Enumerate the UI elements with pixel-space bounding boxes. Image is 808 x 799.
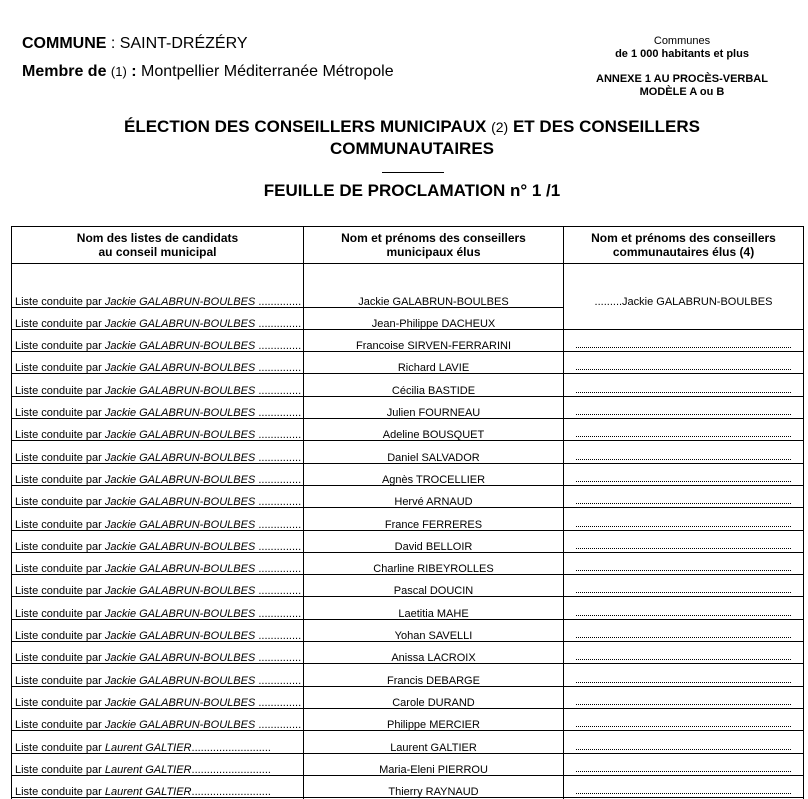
communautaire-cell [564,353,804,375]
communautaire-cell [564,777,804,799]
municipal-cell [304,286,564,308]
list-cell [12,331,304,353]
table-row [12,665,804,687]
list-prefix: Liste conduite par [15,608,105,620]
municipal-name: Daniel SALVADOR [304,452,563,464]
list-cell [12,755,304,777]
communes-label: Communes [582,35,782,48]
municipal-cell [304,532,564,554]
list-cell [12,554,304,576]
table-row [12,554,804,576]
table-row [12,598,804,620]
list-cell [12,353,304,375]
municipal-cell [304,442,564,464]
list-prefix: Liste conduite par [15,585,105,597]
list-cell [12,576,304,598]
list-prefix: Liste conduite par [15,563,105,575]
proclamation-table [11,226,804,799]
municipal-name: Pascal DOUCIN [304,585,563,597]
dotted-fill [576,637,791,638]
dotted-fill [576,526,791,527]
list-prefix: Liste conduite par [15,407,105,419]
header-left [22,35,394,81]
table-row [12,509,804,531]
list-leader: Laurent GALTIER [105,764,192,776]
municipal-name: Philippe MERCIER [304,719,563,731]
list-leader: Jackie GALABRUN-BOULBES [105,385,255,397]
annexe-label: ANNEXE 1 AU PROCÈS-VERBAL [582,73,782,86]
list-leader: Jackie GALABRUN-BOULBES [105,630,255,642]
list-leader: Jackie GALABRUN-BOULBES [105,296,255,308]
dotted-fill [576,369,791,370]
dotted-fill [576,749,791,750]
list-cell [12,621,304,643]
communautaire-cell [564,576,804,598]
dotted-fill [576,347,791,348]
communautaire-cell [564,755,804,777]
list-cell [12,398,304,420]
col3-header-line2: communautaires élus (4) [570,245,797,259]
list-cell [12,286,304,308]
modele-label: MODÈLE A ou B [582,86,782,99]
dotted-fill [576,570,791,571]
col1-header-line2: au conseil municipal [18,245,297,259]
list-leader: Jackie GALABRUN-BOULBES [105,719,255,731]
communautaire-cell [564,487,804,509]
table-row [12,465,804,487]
list-cell [12,375,304,397]
municipal-cell [304,710,564,732]
dotted-fill [576,459,791,460]
list-cell [12,487,304,509]
table-row [12,532,804,554]
communautaire-cell [564,532,804,554]
dotted-fill [576,392,791,393]
municipal-cell [304,465,564,487]
municipal-name: Francis DEBARGE [304,675,563,687]
dotted-fill [576,659,791,660]
municipal-name: Laetitia MAHE [304,608,563,620]
list-dots: .............. [255,340,301,352]
municipal-name: Carole DURAND [304,697,563,709]
table-row [12,286,804,308]
municipal-name: Jean-Philippe DACHEUX [304,318,563,330]
list-dots: .............. [255,652,301,664]
list-dots: .............. [255,296,301,308]
list-prefix: Liste conduite par [15,786,105,798]
table-row [12,398,804,420]
municipal-cell [304,375,564,397]
communautaire-cell [564,465,804,487]
list-dots: .............. [255,474,301,486]
commune-label: COMMUNE [22,35,106,52]
list-prefix: Liste conduite par [15,764,105,776]
list-cell [12,710,304,732]
table-row [12,688,804,710]
list-leader: Jackie GALABRUN-BOULBES [105,474,255,486]
list-prefix: Liste conduite par [15,630,105,642]
list-leader: Jackie GALABRUN-BOULBES [105,429,255,441]
municipal-cell [304,309,564,331]
municipal-name: Julien FOURNEAU [304,407,563,419]
communautaire-cell [564,621,804,643]
municipal-name: Thierry RAYNAUD [304,786,563,798]
table-row [12,375,804,397]
title-part2: ET DES CONSEILLERS COMMUNAUTAIRES [330,117,700,158]
municipal-cell [304,420,564,442]
list-prefix: Liste conduite par [15,429,105,441]
communautaire-cell [564,598,804,620]
table-row [12,777,804,799]
communautaire-cell [564,398,804,420]
dotted-fill [576,615,791,616]
municipal-cell [304,665,564,687]
municipal-cell [304,643,564,665]
table-row [12,710,804,732]
list-dots: .............. [255,452,301,464]
col3-header-line1: Nom et prénoms des conseillers [570,231,797,245]
list-leader: Laurent GALTIER [105,786,192,798]
list-prefix: Liste conduite par [15,296,105,308]
list-cell [12,532,304,554]
list-leader: Jackie GALABRUN-BOULBES [105,362,255,374]
list-cell [12,643,304,665]
list-cell [12,688,304,710]
dotted-fill [576,481,791,482]
dotted-fill [576,548,791,549]
list-leader: Jackie GALABRUN-BOULBES [105,519,255,531]
list-dots: .............. [255,719,301,731]
commune-sep: : [106,35,119,52]
list-cell [12,442,304,464]
dotted-fill [576,682,791,683]
list-prefix: Liste conduite par [15,652,105,664]
col1-header-line1: Nom des listes de candidats [18,231,297,245]
municipal-name: Francoise SIRVEN-FERRARINI [304,340,563,352]
municipal-cell [304,755,564,777]
list-prefix: Liste conduite par [15,318,105,330]
list-leader: Jackie GALABRUN-BOULBES [105,541,255,553]
list-prefix: Liste conduite par [15,697,105,709]
list-dots: .............. [255,630,301,642]
table-row [12,732,804,754]
list-prefix: Liste conduite par [15,362,105,374]
municipal-cell [304,509,564,531]
list-cell [12,309,304,331]
list-dots: .............. [255,563,301,575]
list-cell [12,777,304,799]
list-dots: .......................... [192,742,271,754]
list-leader: Jackie GALABRUN-BOULBES [105,675,255,687]
municipal-name: Yohan SAVELLI [304,630,563,642]
municipal-cell [304,331,564,353]
list-leader: Laurent GALTIER [105,742,192,754]
list-cell [12,420,304,442]
list-dots: .............. [255,362,301,374]
list-leader: Jackie GALABRUN-BOULBES [105,585,255,597]
table-row [12,621,804,643]
title-divider [382,172,444,173]
table-row [12,331,804,353]
list-cell [12,732,304,754]
list-dots: .............. [255,675,301,687]
list-dots: .............. [255,318,301,330]
municipal-cell [304,621,564,643]
header-right [582,35,782,99]
list-cell [12,509,304,531]
membre-value: Montpellier Méditerranée Métropole [141,63,394,80]
habitants-label: de 1 000 habitants et plus [582,48,782,61]
col-header-communautaire [564,227,804,264]
communautaire-cell [564,732,804,754]
table-row [12,755,804,777]
list-prefix: Liste conduite par [15,385,105,397]
communautaire-cell [564,442,804,464]
list-prefix: Liste conduite par [15,340,105,352]
title-note: (2) [491,119,508,135]
communautaire-cell [564,554,804,576]
table-row [12,309,804,331]
communautaire-cell [564,688,804,710]
list-prefix: Liste conduite par [15,675,105,687]
list-prefix: Liste conduite par [15,742,105,754]
municipal-cell [304,598,564,620]
communautaire-cell [564,665,804,687]
page-subtitle: FEUILLE DE PROCLAMATION n° 1 /1 [60,181,764,201]
list-leader: Jackie GALABRUN-BOULBES [105,608,255,620]
list-leader: Jackie GALABRUN-BOULBES [105,563,255,575]
municipal-name: Richard LAVIE [304,362,563,374]
list-prefix: Liste conduite par [15,452,105,464]
dotted-fill [576,592,791,593]
dotted-fill [576,503,791,504]
dotted-fill [576,436,791,437]
list-prefix: Liste conduite par [15,474,105,486]
municipal-cell [304,487,564,509]
communautaire-cell [564,710,804,732]
list-dots: .............. [255,496,301,508]
municipal-name: France FERRERES [304,519,563,531]
municipal-cell [304,732,564,754]
membre-note: (1) [111,64,127,79]
municipal-name: Maria-Eleni PIERROU [304,764,563,776]
list-dots: .............. [255,429,301,441]
list-dots: .............. [255,697,301,709]
list-dots: .............. [255,385,301,397]
list-leader: Jackie GALABRUN-BOULBES [105,452,255,464]
communautaire-cell [564,375,804,397]
col-header-municipal [304,227,564,264]
list-leader: Jackie GALABRUN-BOULBES [105,697,255,709]
list-dots: .......................... [192,764,271,776]
list-leader: Jackie GALABRUN-BOULBES [105,652,255,664]
communautaire-cell [564,509,804,531]
table-row [12,353,804,375]
communautaire-cell [564,286,804,308]
col-header-lists [12,227,304,264]
membre-label: Membre de [22,63,106,80]
municipal-cell [304,777,564,799]
table-row [12,420,804,442]
municipal-cell [304,554,564,576]
table-body [12,264,804,799]
membre-sep: : [127,63,141,80]
municipal-name: Agnès TROCELLIER [304,474,563,486]
list-dots: .............. [255,585,301,597]
municipal-name: Adeline BOUSQUET [304,429,563,441]
table-row [12,643,804,665]
municipal-name: Laurent GALTIER [304,742,563,754]
list-prefix: Liste conduite par [15,519,105,531]
municipal-name: David BELLOIR [304,541,563,553]
list-cell [12,665,304,687]
list-leader: Jackie GALABRUN-BOULBES [105,318,255,330]
municipal-name: Charline RIBEYROLLES [304,563,563,575]
communautaire-cell [564,643,804,665]
communautaire-cell [564,309,804,331]
municipal-cell [304,576,564,598]
list-cell [12,465,304,487]
col2-header-line2: municipaux élus [310,245,557,259]
commune-value: SAINT-DRÉZÉRY [120,35,248,52]
list-leader: Jackie GALABRUN-BOULBES [105,407,255,419]
list-cell [12,598,304,620]
communautaire-cell [564,331,804,353]
list-prefix: Liste conduite par [15,496,105,508]
communautaire-cell [564,420,804,442]
list-dots: .......................... [192,786,271,798]
list-prefix: Liste conduite par [15,541,105,553]
page-title [60,116,764,159]
list-dots: .............. [255,407,301,419]
list-dots: .............. [255,519,301,531]
membre-line [22,63,394,81]
dotted-fill [576,771,791,772]
dotted-fill [576,726,791,727]
table-header-row [12,227,804,264]
municipal-cell [304,398,564,420]
col2-header-line1: Nom et prénoms des conseillers [310,231,557,245]
communautaire-name: .........Jackie GALABRUN-BOULBES [564,296,803,308]
dotted-fill [576,414,791,415]
title-part1: ÉLECTION DES CONSEILLERS MUNICIPAUX [124,117,486,136]
municipal-name: Anissa LACROIX [304,652,563,664]
table-row [12,576,804,598]
table-row [12,487,804,509]
table-row [12,442,804,464]
list-dots: .............. [255,541,301,553]
list-leader: Jackie GALABRUN-BOULBES [105,496,255,508]
list-leader: Jackie GALABRUN-BOULBES [105,340,255,352]
municipal-name: Jackie GALABRUN-BOULBES [304,296,563,308]
list-dots: .............. [255,608,301,620]
dotted-fill [576,704,791,705]
municipal-cell [304,688,564,710]
commune-line [22,35,394,53]
municipal-name: Hervé ARNAUD [304,496,563,508]
municipal-cell [304,353,564,375]
list-prefix: Liste conduite par [15,719,105,731]
municipal-name: Cécilia BASTIDE [304,385,563,397]
